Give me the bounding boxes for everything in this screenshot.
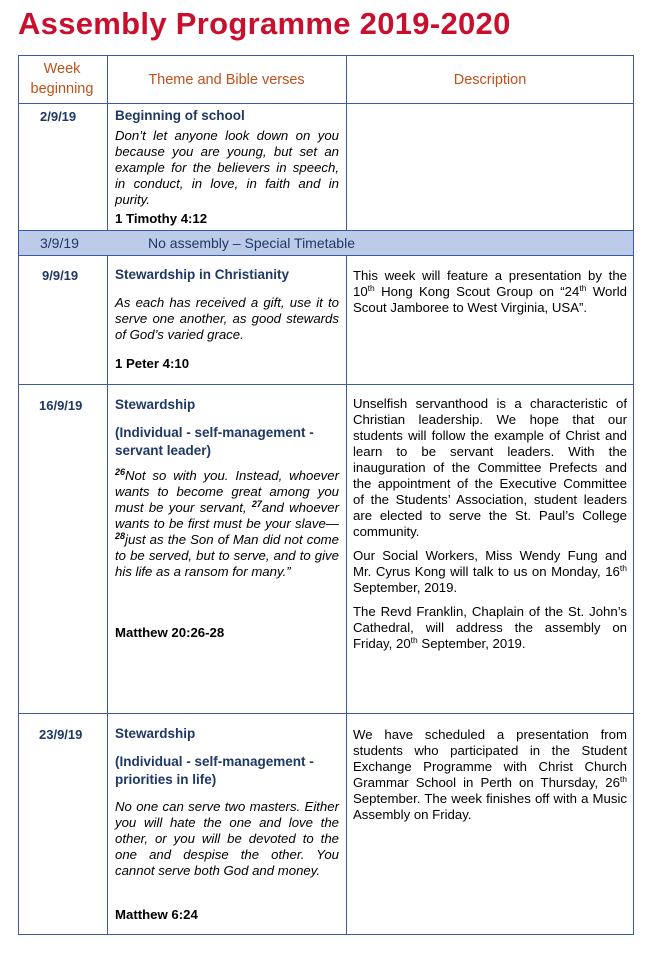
ordinal-suffix: th [410, 635, 418, 645]
description-paragraph: Unselfish servanthood is a characteristic of Christian leadership. We hope that our students will follow the example of Christ and learn to be servant leaders. With the inauguration of the Committee Prefects and the appointment of the Executive Committee of the Students’ Association, student leaders are elected to serve the St. Paul’s College community. [353, 396, 627, 539]
description-text: This week will feature a presentation by the 10 [353, 268, 627, 299]
description-text: Our Social Workers, Miss Wendy Fung and Mr. Cyrus Kong will talk to us on Monday, 16 [353, 548, 627, 579]
no-assembly-note: No assembly – Special Timetable [148, 235, 355, 251]
verse-number: 26 [115, 467, 126, 477]
ordinal-suffix: th [579, 283, 587, 293]
header-week-beginning: Week beginning [30, 61, 94, 97]
column-divider [107, 255, 108, 935]
row-reference: Matthew 20:26-28 [115, 625, 225, 640]
column-divider [107, 55, 108, 231]
row-theme: Stewardship in Christianity [115, 267, 290, 282]
row-verse: As each has received a gift, use it to serve one another, as good stewards of God’s varied grace. [115, 295, 339, 342]
row-description [353, 727, 627, 823]
row-subtheme: (Individual - self-management - priorities in life) [115, 754, 314, 787]
verse-text: just as the Son of Man did not come to be served, but to serve, and to give his life as a ransom for many.” [115, 532, 339, 579]
row-subtheme: (Individual - self-management - servant leader) [115, 425, 314, 458]
column-divider [346, 255, 347, 935]
description-paragraph [353, 604, 627, 652]
table-rule [18, 103, 634, 104]
row-date: 23/9/19 [39, 727, 83, 742]
row-description [353, 268, 627, 316]
ordinal-suffix: th [619, 563, 627, 573]
row-verse: Don’t let anyone look down on you because you are young, but set an example for the believers in speech, in conduct, in love, in faith and in purity. [115, 128, 339, 207]
row-date: 16/9/19 [39, 398, 83, 413]
table-rule [18, 255, 634, 256]
ordinal-suffix: th [619, 774, 627, 784]
description-text: The Revd Franklin, Chaplain of the St. John’s Cathedral, will address the assembly on Friday, 20 [353, 604, 627, 651]
row-reference: Matthew 6:24 [115, 907, 198, 922]
description-text: World Scout Jamboree to West Virginia, USA”. [353, 284, 627, 315]
description-paragraph [353, 548, 627, 596]
description-text: September, 2019. [417, 636, 526, 651]
row-description [353, 396, 627, 660]
row-verse: No one can serve two masters. Either you will hate the one and love the other, or you will be devoted to the one and despise the other. You cannot serve both God and money. [115, 799, 339, 878]
header-theme: Theme and Bible verses [148, 72, 305, 88]
row-date: 2/9/19 [40, 109, 77, 124]
row-reference: 1 Peter 4:10 [115, 356, 190, 371]
table-rule [18, 713, 634, 714]
description-text: Hong Kong Scout Group on “24 [374, 284, 580, 299]
verse-text: Not so with you. Instead, whoever wants to become great among you must be your servant, [115, 468, 339, 515]
column-divider [346, 55, 347, 231]
header-description: Description [453, 72, 527, 88]
row-verse [115, 468, 339, 580]
description-text: September, 2019. [353, 580, 458, 595]
table-border-left [18, 55, 19, 935]
ordinal-suffix: th [367, 283, 375, 293]
description-text: September. The week finishes off with a Music Assembly on Friday. [353, 791, 627, 822]
table-border-top [18, 55, 634, 56]
row-date: 3/9/19 [40, 235, 79, 251]
table-rule [18, 384, 634, 385]
page-title: Assembly Programme 2019-2020 [18, 6, 511, 41]
verse-text: and whoever wants to be first must be your slave— [115, 500, 340, 531]
description-text: We have scheduled a presentation from students who participated in the Student Exchange Programme with Christ Church Grammar School in Perth on Thursday, 26 [353, 727, 627, 790]
row-theme: Stewardship [115, 397, 196, 412]
row-theme: Beginning of school [115, 108, 245, 123]
table-rule [18, 230, 634, 231]
table-border-bottom [18, 934, 634, 935]
verse-number: 27 [251, 499, 262, 509]
table-border-right [633, 55, 634, 935]
verse-number: 28 [115, 531, 126, 541]
row-reference: 1 Timothy 4:12 [115, 211, 208, 226]
row-theme: Stewardship [115, 726, 196, 741]
row-date: 9/9/19 [42, 268, 79, 283]
